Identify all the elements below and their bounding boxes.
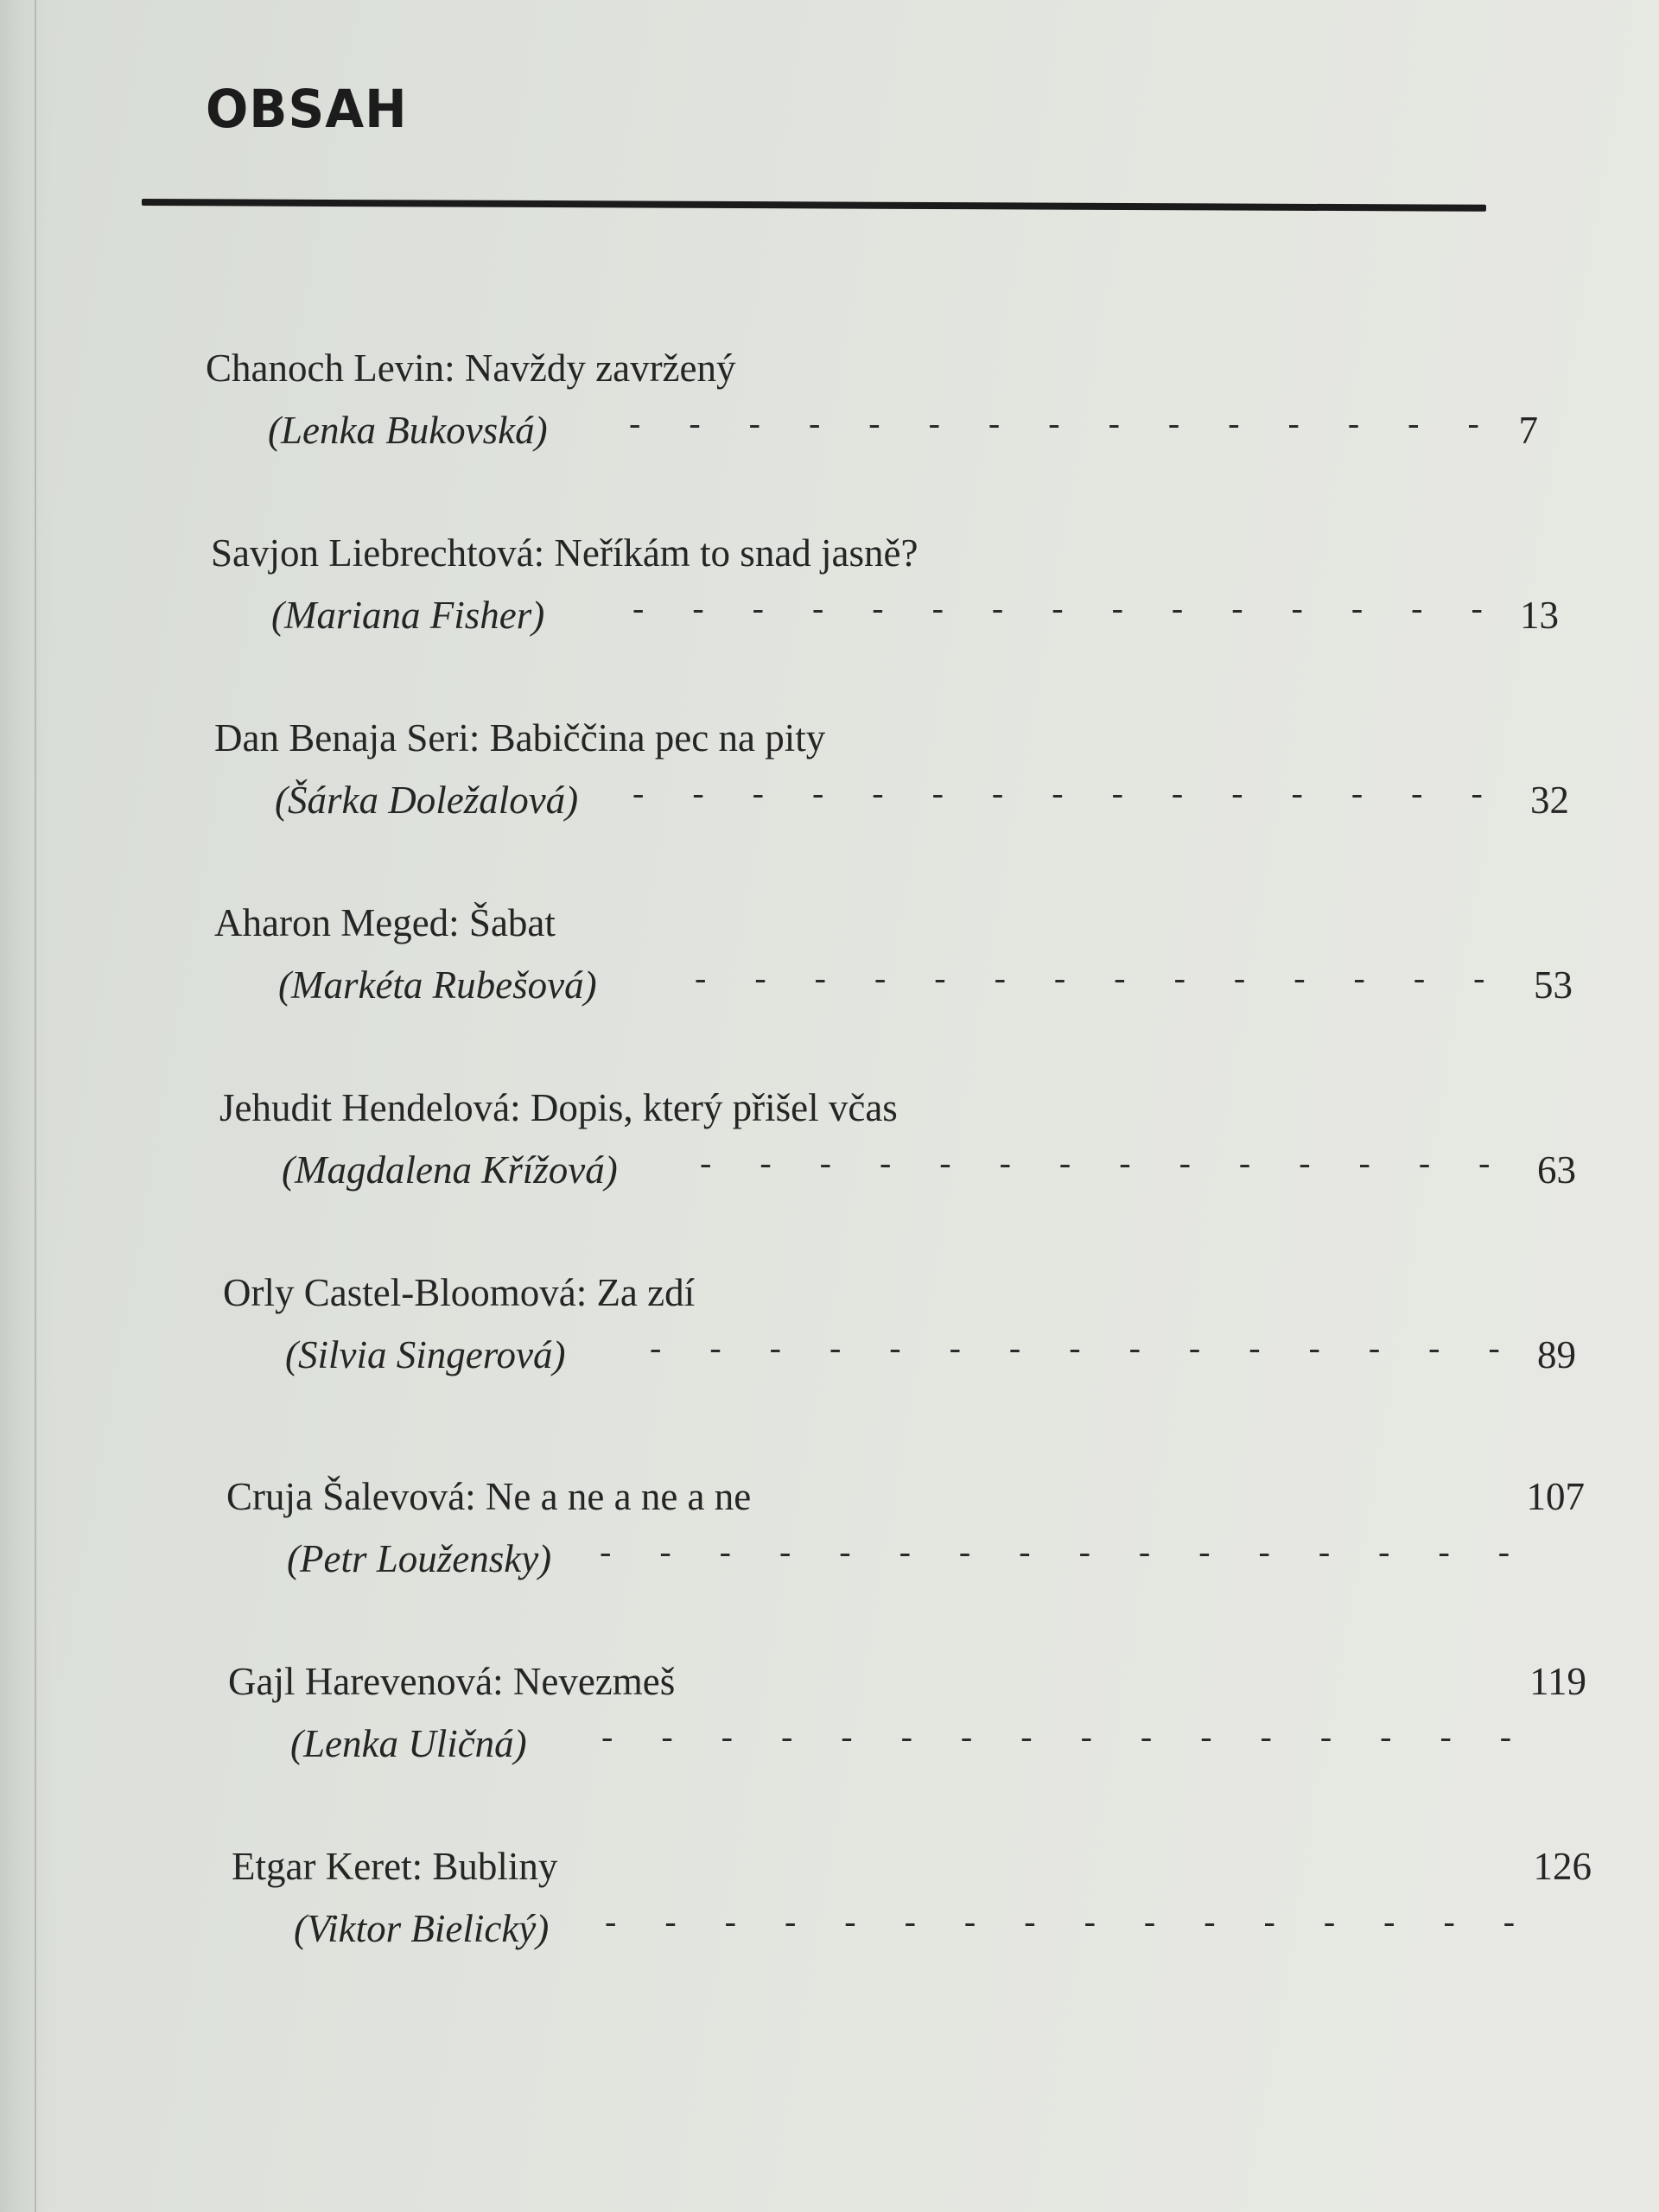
dot-leader: - - - - - - - - - - - - - - - bbox=[650, 1328, 1520, 1367]
toc-entry[interactable] bbox=[206, 346, 1538, 493]
entry-title: Cruja Šalevová: Ne a ne a ne a ne bbox=[226, 1475, 752, 1518]
entry-title: Gajl Harevenová: Nevezmeš bbox=[228, 1660, 676, 1703]
page-number: 13 bbox=[1520, 594, 1559, 637]
toc-entry[interactable] bbox=[228, 1659, 1586, 1806]
page-number: 126 bbox=[1533, 1845, 1592, 1888]
entry-title: Etgar Keret: Bubliny bbox=[232, 1845, 558, 1888]
entry-title: Orly Castel-Bloomová: Za zdí bbox=[223, 1271, 696, 1314]
page-number: 7 bbox=[1518, 409, 1538, 452]
entry-title: Chanoch Levin: Navždy zavržený bbox=[206, 346, 736, 390]
toc-entry[interactable] bbox=[219, 1085, 1576, 1232]
page-number: 63 bbox=[1537, 1148, 1576, 1192]
entry-translator: (Lenka Uličná) bbox=[290, 1722, 527, 1765]
entry-title: Jehudit Hendelová: Dopis, který přišel včas bbox=[219, 1086, 898, 1129]
entry-title: Dan Benaja Seri: Babiččina pec na pity bbox=[214, 716, 826, 760]
entry-translator: (Magdalena Křížová) bbox=[282, 1148, 618, 1192]
toc-entry[interactable] bbox=[226, 1474, 1585, 1621]
entry-translator: (Mariana Fisher) bbox=[271, 594, 545, 637]
toc-entry[interactable] bbox=[214, 715, 1569, 862]
entry-translator: (Silvia Singerová) bbox=[285, 1333, 566, 1376]
toc-entry[interactable] bbox=[211, 531, 1559, 677]
dot-leader: - - - - - - - - - - - - - - - - bbox=[601, 1717, 1532, 1756]
toc-entry[interactable] bbox=[223, 1270, 1576, 1417]
entry-translator: (Markéta Rubešová) bbox=[278, 963, 597, 1007]
dot-leader: - - - - - - - - - - - - - - - bbox=[632, 588, 1503, 627]
entry-translator: (Petr Loužensky) bbox=[287, 1537, 552, 1580]
page-number: 107 bbox=[1526, 1475, 1585, 1518]
page-number: 89 bbox=[1537, 1333, 1576, 1376]
dot-leader: - - - - - - - - - - - - - - - bbox=[629, 404, 1499, 442]
entry-translator: (Viktor Bielický) bbox=[294, 1907, 550, 1950]
dot-leader: - - - - - - - - - - - - - - - - bbox=[600, 1532, 1530, 1571]
entry-title: Savjon Liebrechtová: Neříkám to snad jasně? bbox=[211, 531, 918, 575]
page-number: 32 bbox=[1530, 779, 1569, 822]
dot-leader: - - - - - - - - - - - - - - bbox=[700, 1143, 1510, 1182]
dot-leader: - - - - - - - - - - - - - - bbox=[695, 958, 1505, 997]
page-number: 119 bbox=[1529, 1660, 1586, 1703]
page-number: 53 bbox=[1534, 963, 1573, 1007]
toc-entry[interactable] bbox=[214, 900, 1573, 1047]
page-title: OBSAH bbox=[206, 78, 408, 140]
dot-leader: - - - - - - - - - - - - - - - - bbox=[605, 1902, 1535, 1941]
entry-title: Aharon Meged: Šabat bbox=[214, 901, 556, 944]
toc-entry[interactable] bbox=[232, 1844, 1592, 1991]
entry-translator: (Šárka Doležalová) bbox=[275, 779, 579, 822]
dot-leader: - - - - - - - - - - - - - - - bbox=[632, 773, 1503, 812]
entry-translator: (Lenka Bukovská) bbox=[268, 409, 548, 452]
